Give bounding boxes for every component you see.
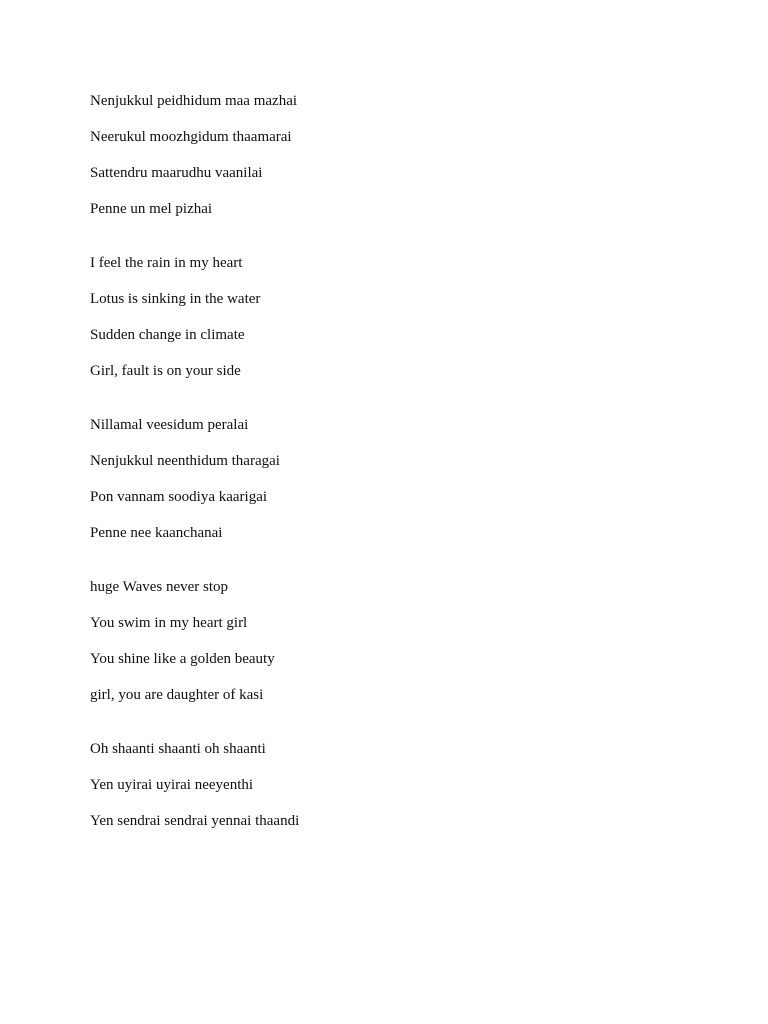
lyric-line: Nillamal veesidum peralai [90, 417, 249, 433]
lyric-line: You swim in my heart girl [90, 615, 248, 631]
lyric-line: Neerukul moozhgidum thaamarai [90, 129, 292, 145]
lyric-line: Nenjukkul neenthidum tharagai [90, 453, 280, 469]
stanza-5 [90, 740, 710, 830]
lyric-line: Yen uyirai uyirai neeyenthi [90, 777, 254, 793]
lyric-line: You shine like a golden beauty [90, 651, 275, 667]
lyric-line: Girl, fault is on your side [90, 363, 241, 379]
stanza-3 [90, 416, 710, 542]
lyric-line: Lotus is sinking in the water [90, 291, 261, 307]
lyric-line: Yen sendrai sendrai yennai thaandi [90, 813, 300, 829]
lyric-line: Sudden change in climate [90, 327, 245, 343]
lyric-line: Oh shaanti shaanti oh shaanti [90, 741, 266, 757]
stanza-1 [90, 92, 710, 218]
lyric-line: I feel the rain in my heart [90, 255, 243, 271]
lyric-line: girl, you are daughter of kasi [90, 687, 264, 703]
lyric-line: Nenjukkul peidhidum maa mazhai [90, 93, 298, 109]
lyric-line: huge Waves never stop [90, 579, 229, 595]
stanza-2 [90, 254, 710, 380]
stanza-4 [90, 578, 710, 704]
lyric-line: Penne nee kaanchanai [90, 525, 223, 541]
lyric-line: Penne un mel pizhai [90, 201, 213, 217]
lyrics-body [90, 92, 710, 866]
lyric-line: Sattendru maarudhu vaanilai [90, 165, 263, 181]
lyric-line: Pon vannam soodiya kaarigai [90, 489, 268, 505]
